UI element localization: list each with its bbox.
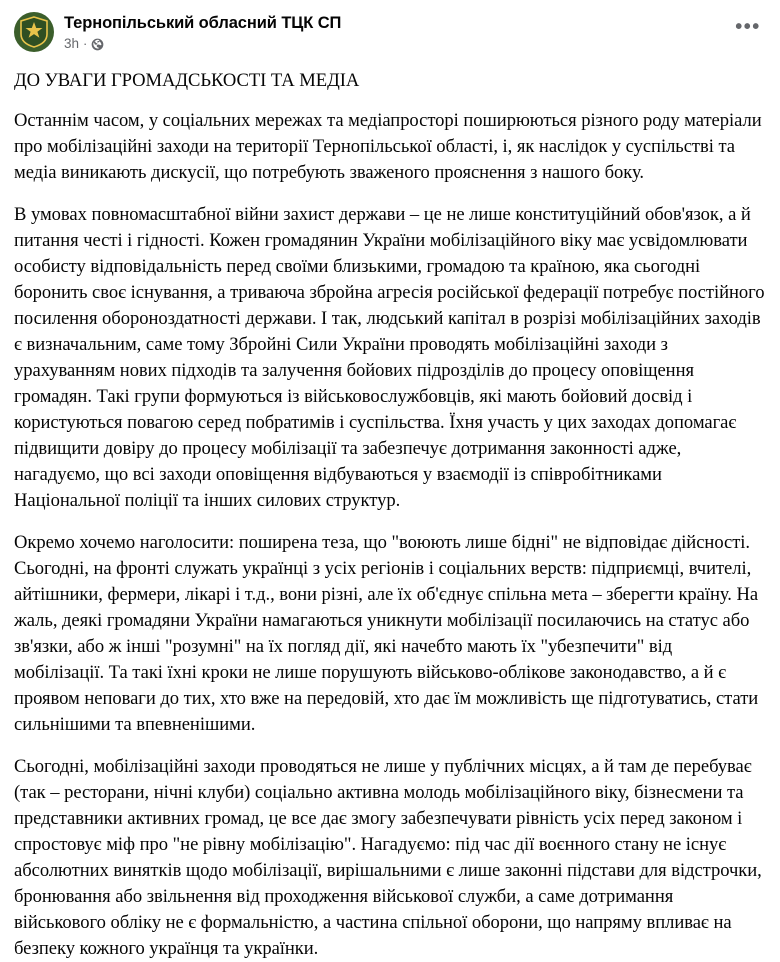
page-name[interactable]: Тернопільський обласний ТЦК СП bbox=[64, 14, 342, 32]
post-author-block bbox=[64, 12, 341, 52]
post-paragraph: Окремо хочемо наголосити: поширена теза, що "воюють лише бідні" не відповідає дійсності. Сьогодні, на фронті служать українці з усіх регіонів і соціальних верств: підприємці, вчителі, айтішники, фермери, лікарі і т.д., вони різні, але їх об'єднує спільна мета – зберегти країну. На жаль, деякі громадяни України намагаються уникнути мобілізації посилаючись на статус або зв'язки, або ж інші "розумні" на їх погляд дії, які начебто мають їх "убезпечити" від мобілізації. Та такі їхні кроки не лише порушують військово-облікове законодавство, а й є проявом неповаги до тих, хто вже на передовій, хто дає їм можливість ще підготуватись, стати сильнішими та впевненішими. bbox=[14, 532, 759, 735]
post-body bbox=[14, 68, 766, 962]
military-emblem-icon bbox=[19, 16, 49, 48]
globe-icon[interactable] bbox=[91, 38, 104, 51]
post-meta bbox=[64, 36, 341, 52]
avatar[interactable] bbox=[14, 12, 54, 52]
post-paragraph: В умовах повномасштабної війни захист держави – це не лише конституційний обов'язок, а й питання честі і гідності. Кожен громадянин України мобілізаційного віку має усвідомлювати особисту відповідальність перед своїми близькими, громадою та країною, яка сьогодні боронить своє існування, а триваюча збройна агресія російської федерації потребує постійного посилення обороноздатності держави. І так, людський капітал в розрізі мобілізаційних заходів є визначальним, саме тому Збройні Сили України проводять мобілізаційні заходи з урахуванням нових підходів та залучення бойових підрозділів до процесу оповіщення громадян. Такі групи формуються із військовослужбовців, які мають бойовий досвід і користуються повагою серед побратимів і суспільства. Їхня участь у цих заходах допомагає підвищити довіру до процесу мобілізації та забезпечує дотримання законності адже, нагадуємо, що всі заходи оповіщення відбуваються у взаємодії із співробітниками Національної поліції та інших силових структур. bbox=[14, 204, 765, 511]
post-timestamp[interactable]: 3h bbox=[64, 36, 80, 51]
post-header bbox=[14, 12, 766, 56]
post-headline: ДО УВАГИ ГРОМАДСЬКОСТІ ТА МЕДІА bbox=[14, 70, 360, 91]
meta-separator: · bbox=[83, 36, 88, 51]
post-paragraph: Останнім часом, у соціальних мережах та медіапросторі поширюються різного роду матеріали про мобілізаційні заходи на території Тернопільської області, і, як наслідок у суспільстві та медіа виникають дискусії, що потребують зваженого прояснення з нашого боку. bbox=[14, 110, 762, 183]
post-paragraph: Сьогодні, мобілізаційні заходи проводяться не лише у публічних місцях, а й там де перебуває (так – ресторани, нічні клуби) соціально активна молодь мобілізаційного віку, бізнесмени та представники активних громад, це все дає змогу забезпечувати рівність усіх перед законом і спростовує міф про "не рівну мобілізацію". Нагадуємо: під час дії воєнного стану не існує абсолютних винятків щодо мобілізації, вирішальними є лише законні підстави для відстрочки, бронювання або звільнення від проходження військової служби, а саме дотримання військового обліку не є формальністю, а частина спільної оборони, що напряму впливає на безпеку кожного українця та українки. bbox=[14, 756, 762, 959]
more-options-button[interactable] bbox=[732, 16, 764, 48]
more-options-label: ••• bbox=[735, 16, 761, 38]
